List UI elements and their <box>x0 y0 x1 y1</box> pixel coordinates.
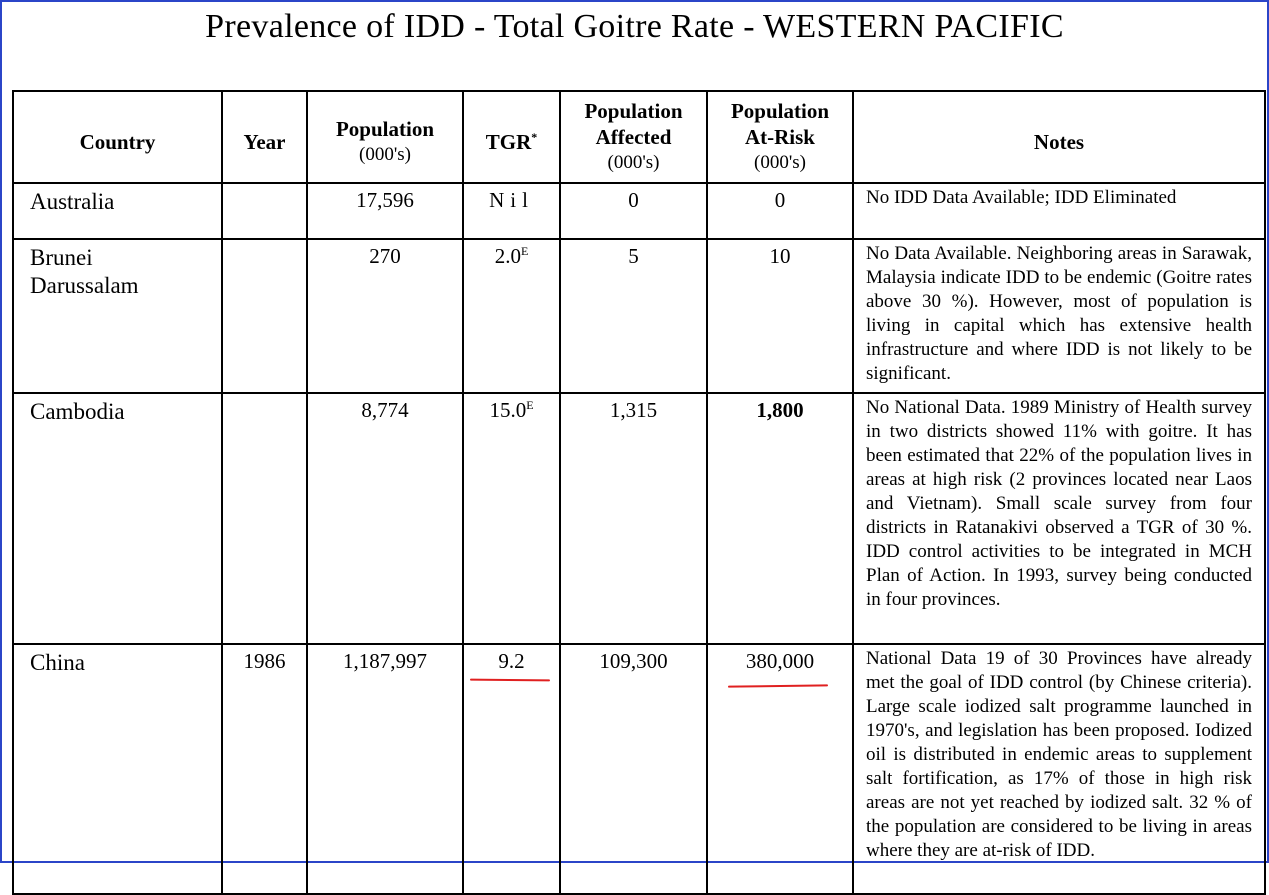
tgr-value: 2.0 <box>494 244 521 268</box>
cell-tgr <box>463 239 560 393</box>
header-risk-line1: Population <box>730 99 830 123</box>
table-row <box>13 393 1265 644</box>
page-title: Prevalence of IDD - Total Goitre Rate - WESTERN PACIFIC <box>205 8 1064 45</box>
cell-at-risk: 1,800 <box>707 393 853 644</box>
table-header-row <box>13 91 1265 183</box>
cell-year: 1986 <box>222 644 307 894</box>
cell-at-risk: 0 <box>707 183 853 239</box>
table-row <box>13 239 1265 393</box>
cell-country: Australia <box>13 183 222 239</box>
header-population-unit: (000's) <box>359 144 411 165</box>
table-row <box>13 183 1265 239</box>
tgr-value: 9.2 <box>498 649 525 673</box>
header-notes-label: Notes <box>1033 130 1085 154</box>
cell-country: Cambodia <box>13 393 222 644</box>
header-affected-unit: (000's) <box>607 152 660 173</box>
cell-year <box>222 183 307 239</box>
cell-affected: 109,300 <box>560 644 707 894</box>
cell-population: 17,596 <box>307 183 463 239</box>
header-tgr-label: TGR <box>485 130 532 154</box>
tgr-value: Nil <box>489 188 534 212</box>
table-row <box>13 644 1265 894</box>
cell-population: 270 <box>307 239 463 393</box>
cell-country: China <box>13 644 222 894</box>
at-risk-value: 380,000 <box>745 649 815 673</box>
header-tgr-footnote-mark: * <box>531 130 538 144</box>
header-country <box>13 91 222 183</box>
cell-notes: No Data Available. Neighboring areas in Sarawak, Malaysia indicate IDD to be endemic (Goitre rates above 30 %). However, most of population is living in capital which has extensive health infrastructure and where IDD is not likely to be significant. <box>853 239 1265 393</box>
cell-affected: 1,315 <box>560 393 707 644</box>
cell-at-risk: 10 <box>707 239 853 393</box>
header-affected-line1: Population <box>584 99 683 123</box>
header-population-at-risk <box>707 91 853 183</box>
cell-notes: No IDD Data Available; IDD Eliminated <box>853 183 1265 239</box>
cell-affected: 5 <box>560 239 707 393</box>
header-year-label: Year <box>243 130 286 154</box>
header-population <box>307 91 463 183</box>
cell-notes: No National Data. 1989 Ministry of Health survey in two districts showed 11% with goitre. It has been estimated that 22% of the population lives in areas at high risk (2 provinces located near Laos and Vietnam). Small scale survey from four districts in Ratanakivi observed a TGR of 30 %. IDD control activities to be integrated in MCH Plan of Action. In 1993, survey being conducted in four provinces. <box>853 393 1265 644</box>
cell-affected: 0 <box>560 183 707 239</box>
tgr-estimate-mark: E <box>526 398 534 412</box>
cell-notes: National Data 19 of 30 Provinces have already met the goal of IDD control (by Chinese criteria). Large scale iodized salt programme launched in 1970's, and legislation has been proposed. Iodized oil is distributed in endemic areas to supplement salt fortification, as 17% of those in high risk areas are not yet reached by iodized salt. 32 % of the population are considered to be living in areas where they are at-risk of IDD. <box>853 644 1265 894</box>
header-tgr <box>463 91 560 183</box>
header-notes <box>853 91 1265 183</box>
header-risk-line2: At-Risk <box>744 125 815 149</box>
cell-tgr <box>463 393 560 644</box>
cell-year <box>222 393 307 644</box>
tgr-estimate-mark: E <box>520 244 529 258</box>
red-underline-annotation <box>728 684 828 687</box>
header-population-label: Population <box>335 117 435 141</box>
header-risk-unit: (000's) <box>754 152 806 173</box>
header-country-label: Country <box>79 130 156 154</box>
goitre-rate-table <box>12 90 1266 895</box>
header-affected-line2: Affected <box>595 125 672 149</box>
header-population-affected <box>560 91 707 183</box>
red-underline-annotation <box>470 679 550 682</box>
cell-country: Brunei Darussalam <box>13 239 222 393</box>
cell-tgr <box>463 183 560 239</box>
cell-population: 1,187,997 <box>307 644 463 894</box>
header-year <box>222 91 307 183</box>
cell-at-risk <box>707 644 853 894</box>
cell-year <box>222 239 307 393</box>
cell-tgr <box>463 644 560 894</box>
cell-population: 8,774 <box>307 393 463 644</box>
tgr-value: 15.0 <box>489 398 527 422</box>
